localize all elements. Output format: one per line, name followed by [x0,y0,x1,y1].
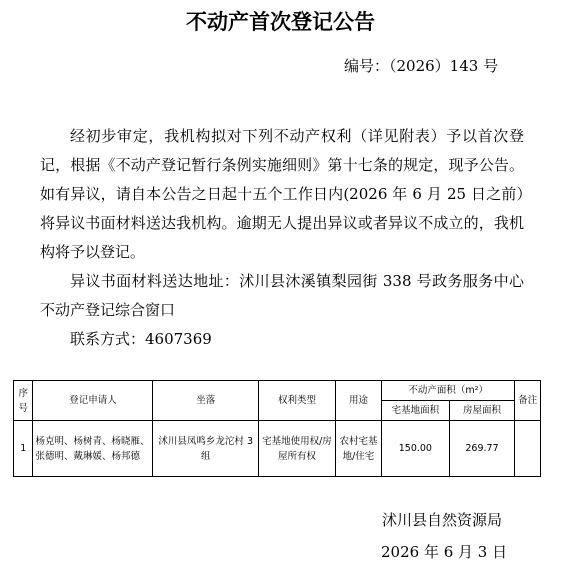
header-usage: 用途 [335,381,381,421]
issuing-authority: 沭川县自然资源局 [382,511,503,529]
cell-right-type: 宅基地使用权/房屋所有权 [259,421,336,477]
header-remarks: 备注 [515,381,541,421]
cell-building-area: 269.77 [449,421,515,477]
header-applicant: 登记申请人 [33,381,153,421]
header-land-area: 宅基地面积 [382,401,450,421]
cell-land-area: 150.00 [382,421,450,477]
notice-paragraph-main: 经初步审定，我机构拟对下列不动产权利（详见附表）予以首次登记，根据《不动产登记暂行条例实施细则》第十七条的规定，现予公告。如有异议，请自本公告之日起十五个工作日内(2026 年 6 月 25 日之前）将异议书面材料送达我机构。逾期无人提出异议或者异议不成立的，我机构将予以登记。 [40,127,524,261]
cell-remarks [515,421,541,477]
table-row [14,421,541,477]
objection-address: 异议书面材料送达地址：沭川县沐溪镇梨园街 338 号政务服务中心不动产登记综合窗口 [40,272,524,319]
cell-location: 沭川县凤鸣乡龙沱村 3 组 [153,421,259,477]
cell-seq: 1 [14,421,33,477]
cell-usage: 农村宅基地/住宅 [335,421,381,477]
table-header-row [14,381,541,401]
header-building-area: 房屋面积 [449,401,515,421]
header-location: 坐落 [153,381,259,421]
cell-applicant: 杨克明、杨树青、杨晓雁、张德明、戴琳媛、杨邦德 [33,421,153,477]
contact-info: 联系方式：4607369 [70,330,212,348]
header-area-group: 不动产面积（m²） [382,381,515,401]
notice-body [40,122,524,354]
issue-date: 2026 年 6 月 3 日 [381,543,508,561]
header-seq: 序号 [14,381,33,421]
document-number: 编号：（2026）143 号 [344,57,499,75]
page-title: 不动产首次登记公告 [186,10,375,34]
property-table [13,380,541,477]
header-right-type: 权利类型 [259,381,336,421]
